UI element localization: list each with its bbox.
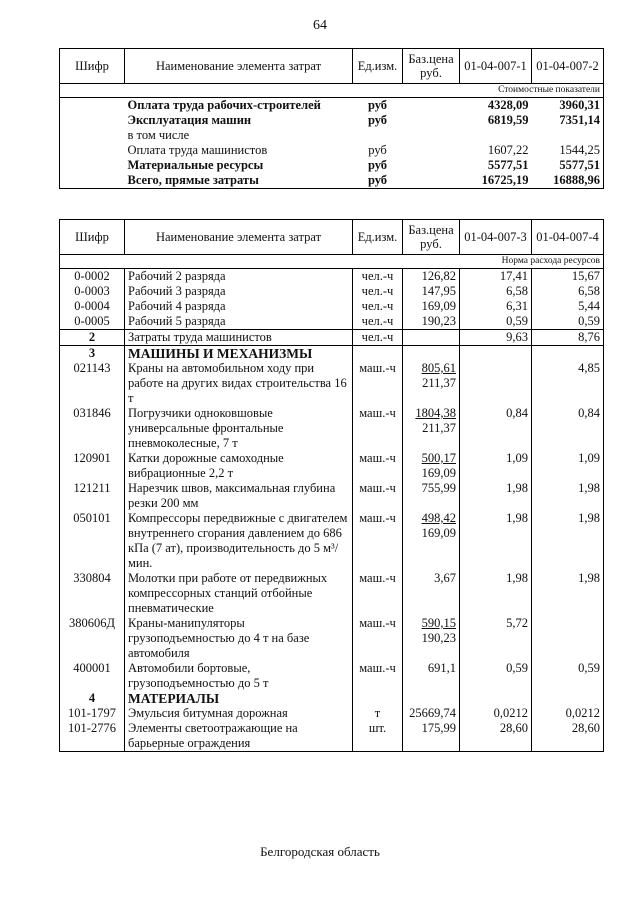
row-value-1: 1607,22 xyxy=(487,143,529,157)
row-name: Элементы светоотражающие на барьерные ограждения xyxy=(125,721,353,752)
row-base-price xyxy=(403,511,460,571)
row-name: Рабочий 3 разряда xyxy=(125,284,353,299)
row-name: МАШИНЫ И МЕХАНИЗМЫ xyxy=(125,346,353,362)
row-value-2: 0,84 xyxy=(532,406,604,451)
header-col-1: 01-04-007-3 xyxy=(460,220,532,255)
row-value-1: 0,59 xyxy=(460,314,532,330)
row-value-1: 28,60 xyxy=(460,721,532,752)
row-code: 120901 xyxy=(60,451,125,481)
base-price-labor: 211,37 xyxy=(422,421,456,435)
row-code: 4 xyxy=(60,691,125,706)
row-code: 330804 xyxy=(60,571,125,616)
row-code: 400001 xyxy=(60,661,125,691)
row-value-1: 9,63 xyxy=(460,330,532,346)
row-name: МАТЕРИАЛЫ xyxy=(125,691,353,706)
row-unit: чел.-ч xyxy=(353,314,403,330)
row-unit: маш.-ч xyxy=(353,511,403,571)
row-value-2: 0,59 xyxy=(532,661,604,691)
row-unit: чел.-ч xyxy=(353,269,403,285)
row-value-1: 17,41 xyxy=(460,269,532,285)
table-row xyxy=(60,481,604,511)
base-price-labor: 169,09 xyxy=(421,526,456,540)
row-name: Всего, прямые затраты xyxy=(125,173,353,189)
base-price-value: 500,17 xyxy=(421,451,456,465)
row-name: Рабочий 4 разряда xyxy=(125,299,353,314)
row-value-2: 1,98 xyxy=(532,511,604,571)
row-base-price: 126,82 xyxy=(403,269,460,285)
row-value-2: 5,44 xyxy=(532,299,604,314)
row-name: Нарезчик швов, максимальная глубина резки 200 мм xyxy=(125,481,353,511)
row-base-price: 755,99 xyxy=(403,481,460,511)
row-value-1: 6,58 xyxy=(460,284,532,299)
table-row xyxy=(60,158,604,173)
row-name: Катки дорожные самоходные вибрационные 2,2 т xyxy=(125,451,353,481)
row-base-price: 25669,74 xyxy=(403,706,460,721)
row-name: Рабочий 5 разряда xyxy=(125,314,353,330)
row-unit: руб xyxy=(367,113,388,127)
row-unit: маш.-ч xyxy=(353,616,403,661)
table-row xyxy=(60,299,604,314)
row-name: Эмульсия битумная дорожная xyxy=(125,706,353,721)
row-value-1 xyxy=(460,361,532,406)
table-row xyxy=(60,691,604,706)
row-value-2: 28,60 xyxy=(532,721,604,752)
row-code: 3 xyxy=(60,346,125,362)
table-row xyxy=(60,511,604,571)
row-code: 021143 xyxy=(60,361,125,406)
row-base-price xyxy=(403,346,460,362)
row-value-1: 5577,51 xyxy=(487,158,529,172)
row-value-1: 1,09 xyxy=(460,451,532,481)
row-base-price xyxy=(403,616,460,661)
base-price-value: 498,42 xyxy=(421,511,456,525)
row-value-2: 16888,96 xyxy=(532,173,604,189)
row-unit: руб xyxy=(367,158,388,172)
row-unit: руб xyxy=(368,143,387,157)
row-code: 101-1797 xyxy=(60,706,125,721)
table-row xyxy=(60,451,604,481)
row-value-2 xyxy=(532,346,604,362)
subheader-label: Норма расхода ресурсов xyxy=(60,255,604,269)
table-header-row xyxy=(60,220,604,255)
row-unit: маш.-ч xyxy=(353,361,403,406)
row-name: Компрессоры передвижные с двигателем внутреннего сгорания давлением до 686 кПа (7 ат), производительность до 5 м³/мин. xyxy=(125,511,353,571)
row-value-1: 1,98 xyxy=(460,511,532,571)
row-value-1: 0,84 xyxy=(460,406,532,451)
row-base-price xyxy=(403,406,460,451)
base-price-labor: 169,09 xyxy=(421,466,456,480)
base-price-labor: 211,37 xyxy=(422,376,456,390)
row-value-2: 1,09 xyxy=(532,451,604,481)
row-unit: маш.-ч xyxy=(353,571,403,616)
row-value-2: 3960,31 xyxy=(532,98,604,114)
row-code: 380606Д xyxy=(60,616,125,661)
table-header-row xyxy=(60,49,604,84)
row-unit: чел.-ч xyxy=(353,284,403,299)
cost-indicators-table xyxy=(59,48,604,189)
row-value-2: 1544,25 xyxy=(532,143,604,158)
header-col-2: 01-04-007-2 xyxy=(532,49,604,84)
row-unit: т xyxy=(353,706,403,721)
row-name: Оплата труда рабочих-строителей xyxy=(127,98,321,112)
subheader-row xyxy=(60,84,604,98)
row-code: 121211 xyxy=(60,481,125,511)
row-unit xyxy=(353,346,403,362)
row-name: Затраты труда машинистов xyxy=(125,330,353,346)
table-row xyxy=(60,616,604,661)
row-value-2: 1,98 xyxy=(532,571,604,616)
row-base-price xyxy=(403,451,460,481)
row-base-price: 190,23 xyxy=(403,314,460,330)
row-name: Оплата труда машинистов xyxy=(127,143,268,157)
table-row xyxy=(60,361,604,406)
header-code: Шифр xyxy=(60,220,125,255)
table-row xyxy=(60,284,604,299)
row-name: Материальные ресурсы xyxy=(127,158,264,172)
header-col-1: 01-04-007-1 xyxy=(460,49,532,84)
row-value-1 xyxy=(460,691,532,706)
row-value-2: 0,0212 xyxy=(532,706,604,721)
row-value-1: 1,98 xyxy=(460,571,532,616)
row-value-2 xyxy=(532,616,604,661)
row-unit: чел.-ч xyxy=(353,299,403,314)
row-value-2: 1,98 xyxy=(532,481,604,511)
row-code: 2 xyxy=(60,330,125,346)
row-base-price: 691,1 xyxy=(403,661,460,691)
row-name: Молотки при работе от передвижных компрессорных станций отбойные пневматические xyxy=(125,571,353,616)
footer-region: Белгородская область xyxy=(260,844,380,859)
row-value-1: 16725,19 xyxy=(460,173,532,189)
row-name: Погрузчики одноковшовые универсальные фронтальные пневмоколесные, 7 т xyxy=(125,406,353,451)
table-row xyxy=(60,314,604,330)
header-code: Шифр xyxy=(60,49,125,84)
row-value-2 xyxy=(532,691,604,706)
row-code: 0-0002 xyxy=(60,269,125,285)
row-value-2: 0,59 xyxy=(532,314,604,330)
row-value-1: 5,72 xyxy=(460,616,532,661)
header-col-2: 01-04-007-4 xyxy=(532,220,604,255)
header-name: Наименование элемента затрат xyxy=(125,49,353,84)
header-unit: Ед.изм. xyxy=(353,220,403,255)
row-unit: маш.-ч xyxy=(353,406,403,451)
row-base-price xyxy=(403,691,460,706)
table-row xyxy=(60,128,604,143)
table-row xyxy=(60,173,604,189)
row-unit: маш.-ч xyxy=(353,451,403,481)
row-code: 0-0004 xyxy=(60,299,125,314)
row-base-price: 169,09 xyxy=(403,299,460,314)
row-name: Краны на автомобильном ходу при работе на других видах строительства 16 т xyxy=(125,361,353,406)
row-value-2: 6,58 xyxy=(532,284,604,299)
header-unit: Ед.изм. xyxy=(353,49,403,84)
base-price-value: 1804,38 xyxy=(415,406,456,420)
table-row xyxy=(60,269,604,285)
row-unit: маш.-ч xyxy=(353,661,403,691)
row-base-price: 147,95 xyxy=(403,284,460,299)
base-price-labor: 190,23 xyxy=(421,631,456,645)
row-unit: руб xyxy=(353,173,403,189)
base-price-value: 805,61 xyxy=(421,361,456,375)
table-row xyxy=(60,571,604,616)
table-row xyxy=(60,721,604,752)
row-unit: маш.-ч xyxy=(353,481,403,511)
row-unit: чел.-ч xyxy=(353,330,403,346)
row-code: 050101 xyxy=(60,511,125,571)
table-row xyxy=(60,330,604,346)
row-name: Автомобили бортовые, грузоподъемностью до 5 т xyxy=(125,661,353,691)
table-row xyxy=(60,98,604,114)
row-value-2: 15,67 xyxy=(532,269,604,285)
row-value-2: 4,85 xyxy=(532,361,604,406)
row-unit: шт. xyxy=(353,721,403,752)
subheader-label: Стоимостные показатели xyxy=(60,84,604,98)
row-value-1: 4328,09 xyxy=(487,98,529,112)
row-code: 101-2776 xyxy=(60,721,125,752)
table-row xyxy=(60,346,604,362)
row-base-price: 3,67 xyxy=(403,571,460,616)
row-value-1: 6,31 xyxy=(460,299,532,314)
row-base-price xyxy=(403,330,460,346)
page-number: 64 xyxy=(313,18,327,33)
row-name: Краны-манипуляторы грузоподъемностью до 4 т на базе автомобиля xyxy=(125,616,353,661)
header-name: Наименование элемента затрат xyxy=(125,220,353,255)
row-unit xyxy=(353,691,403,706)
table-row xyxy=(60,661,604,691)
row-value-2: 7351,14 xyxy=(532,113,604,128)
resource-norms-table xyxy=(59,219,604,752)
row-name: в том числе xyxy=(127,128,190,142)
row-base-price xyxy=(403,361,460,406)
subheader-row xyxy=(60,255,604,269)
row-value-1: 0,59 xyxy=(460,661,532,691)
row-value-1: 1,98 xyxy=(460,481,532,511)
table-row xyxy=(60,113,604,128)
row-name: Рабочий 2 разряда xyxy=(125,269,353,285)
row-value-1: 0,0212 xyxy=(460,706,532,721)
table-row xyxy=(60,706,604,721)
row-value-1: 6819,59 xyxy=(487,113,529,127)
row-code: 0-0003 xyxy=(60,284,125,299)
header-base-price: Баз.цена руб. xyxy=(403,220,460,255)
header-base-price: Баз.цена руб. xyxy=(403,49,460,84)
row-unit: руб xyxy=(367,98,388,112)
row-base-price: 175,99 xyxy=(403,721,460,752)
row-value-2: 8,76 xyxy=(532,330,604,346)
row-value-2: 5577,51 xyxy=(532,158,604,173)
row-code: 0-0005 xyxy=(60,314,125,330)
row-code: 031846 xyxy=(60,406,125,451)
row-value-1 xyxy=(460,346,532,362)
table-row xyxy=(60,406,604,451)
base-price-value: 590,15 xyxy=(421,616,456,630)
table-row xyxy=(60,143,604,158)
row-name: Эксплуатация машин xyxy=(127,113,252,127)
